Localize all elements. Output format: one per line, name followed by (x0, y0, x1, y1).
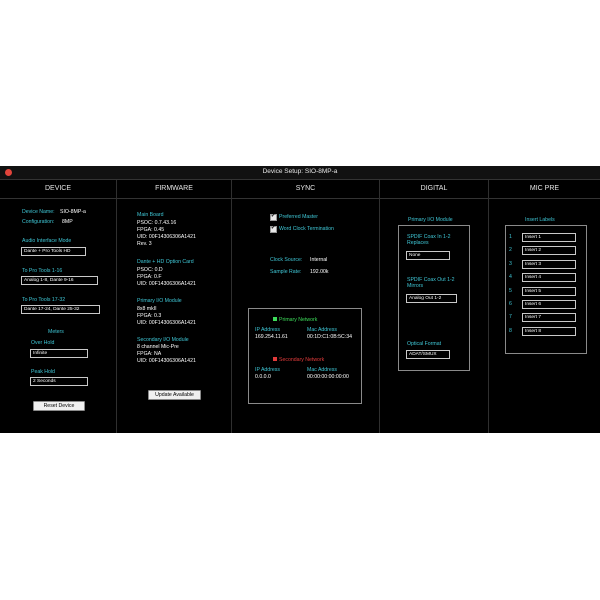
sample-rate-label: Sample Rate: (270, 269, 302, 275)
insert-label-field[interactable]: Insert 2 (522, 246, 576, 255)
insert-number: 3 (509, 260, 512, 267)
insert-label-field[interactable]: Insert 5 (522, 287, 576, 296)
sample-rate-value: 192.00k (310, 269, 329, 275)
primary-mac-value: 00:1D:C1:0B:5C:34 (307, 334, 352, 340)
digital-settings-panel (398, 225, 470, 371)
primary-io-uid: UID: 00F14306306A1421 (137, 320, 196, 326)
digital-module-title: Primary I/O Module (408, 217, 453, 223)
device-column (0, 180, 116, 433)
peak-hold-select[interactable]: 2 Seconds (30, 377, 88, 386)
insert-label-field[interactable]: Insert 8 (522, 327, 576, 336)
peak-hold-label: Peak Hold (31, 369, 55, 375)
insert-number: 5 (509, 287, 512, 294)
device-setup-window (0, 166, 600, 433)
word-clock-label: Word Clock Termination (279, 226, 334, 232)
insert-number: 1 (509, 234, 512, 240)
coax-in-label: SPDIF Coax In 1-2 Replaces (407, 234, 451, 246)
preferred-master-label: Preferred Master (279, 214, 318, 220)
main-board-uid: UID: 00F14306306A1421 (137, 234, 196, 240)
clock-source-value: Internal (310, 257, 328, 263)
coax-out-select[interactable]: Analog Out 1-2 (406, 294, 457, 303)
dante-card-fpga: FPGA: 0.F (137, 274, 162, 280)
mic-pre-header: MIC PRE (529, 185, 560, 192)
insert-label-field[interactable]: Insert 1 (522, 233, 576, 242)
insert-number: 7 (509, 314, 512, 321)
title-bar (0, 166, 600, 180)
preferred-master-checkbox[interactable] (270, 214, 277, 221)
main-board-rev: Rev. 3 (137, 241, 152, 247)
optical-format-select[interactable]: ADAT/SMUX (406, 350, 450, 359)
to-pro-tools-17-32-select[interactable]: Dante 17-24, Dante 25-32 (21, 305, 100, 314)
firmware-column (117, 180, 231, 433)
device-header: DEVICE (44, 185, 72, 192)
primary-io-model: 8x8 mkII (137, 306, 157, 312)
configuration-label: Configuration: (22, 219, 55, 225)
dante-card-title: Dante + HD Option Card (137, 259, 194, 265)
secondary-io-uid: UID: 00F14306306A1421 (137, 358, 196, 364)
primary-io-fpga: FPGA: 0.3 (137, 313, 162, 319)
secondary-mac-value: 00:00:00:00:00:00 (307, 374, 349, 380)
header-divider (117, 198, 231, 199)
secondary-network-label: Secondary Network (279, 357, 325, 363)
to-pro-tools-1-16-select[interactable]: Analog 1-8, Dante 9-16 (21, 276, 98, 285)
primary-status-indicator (273, 317, 277, 321)
header-divider (380, 198, 488, 199)
coax-out-label: SPDIF Coax Out 1-2 Mirrors (407, 277, 455, 289)
header-divider (232, 198, 379, 199)
digital-header: DIGITAL (420, 185, 448, 192)
secondary-ip-value: 0.0.0.0 (255, 374, 271, 380)
insert-labels-panel (505, 225, 587, 354)
digital-column (380, 180, 488, 433)
secondary-io-fpga: FPGA: NA (137, 351, 162, 357)
audio-interface-mode-label: Audio Interface Mode (22, 238, 72, 244)
coax-in-select[interactable]: None (406, 251, 450, 260)
dante-card-psoc: PSOC: 0.D (137, 267, 163, 273)
insert-label-field[interactable]: Insert 7 (522, 313, 576, 322)
secondary-status-indicator (273, 357, 277, 361)
mic-pre-column (489, 180, 600, 433)
clock-source-label: Clock Source: (270, 257, 303, 263)
primary-ip-label: IP Address (255, 327, 280, 333)
primary-io-title: Primary I/O Module (137, 298, 182, 304)
header-divider (0, 198, 116, 199)
secondary-network-heading (273, 357, 324, 363)
secondary-io-model: 8 channel Mic-Pre (137, 344, 179, 350)
to-pro-tools-17-32-label: To Pro Tools 17-32 (22, 297, 66, 303)
over-hold-select[interactable]: Infinite (30, 349, 88, 358)
insert-number: 2 (509, 247, 512, 254)
insert-label-field[interactable]: Insert 6 (522, 300, 576, 309)
update-available-button[interactable]: Update Available (148, 390, 201, 400)
insert-number: 6 (509, 301, 512, 307)
main-board-title: Main Board (137, 212, 164, 218)
firmware-header: FIRMWARE (155, 185, 193, 192)
insert-label-field[interactable]: Insert 3 (522, 260, 576, 269)
dante-card-uid: UID: 00F14306306A1421 (137, 281, 196, 287)
optical-format-label: Optical Format (407, 341, 442, 347)
network-panel (248, 308, 362, 404)
insert-label-field[interactable]: Insert 4 (522, 273, 576, 282)
word-clock-checkbox[interactable] (270, 226, 277, 233)
primary-ip-value: 169.254.11.61 (255, 334, 288, 340)
over-hold-label: Over Hold (31, 340, 55, 346)
insert-number: 8 (509, 327, 512, 334)
sync-header: SYNC (295, 185, 316, 192)
meters-label: Meters (48, 329, 64, 335)
primary-network-heading (273, 317, 317, 323)
to-pro-tools-1-16-label: To Pro Tools 1-16 (22, 268, 63, 274)
secondary-ip-label: IP Address (255, 367, 280, 373)
primary-network-label: Primary Network (279, 317, 318, 323)
primary-mac-label: Mac Address (307, 327, 337, 333)
reset-device-button[interactable]: Reset Device (33, 401, 85, 411)
header-divider (489, 198, 600, 199)
device-name-value: SIO-8MP-a (60, 209, 86, 215)
device-name-label: Device Name: (22, 209, 55, 215)
sync-column (232, 180, 379, 433)
secondary-io-title: Secondary I/O Module (137, 337, 189, 343)
insert-number: 4 (509, 274, 512, 281)
secondary-mac-label: Mac Address (307, 367, 337, 373)
insert-labels-title: Insert Labels (525, 217, 555, 223)
main-board-fpga: FPGA: 0.45 (137, 227, 165, 233)
main-board-psoc: PSOC: 0.7.43.16 (137, 220, 177, 226)
configuration-value: 8MP (62, 219, 73, 225)
window-title: Device Setup: SIO-8MP-a (262, 168, 338, 175)
audio-interface-mode-select[interactable]: Dante + Pro Tools HD (21, 247, 86, 256)
